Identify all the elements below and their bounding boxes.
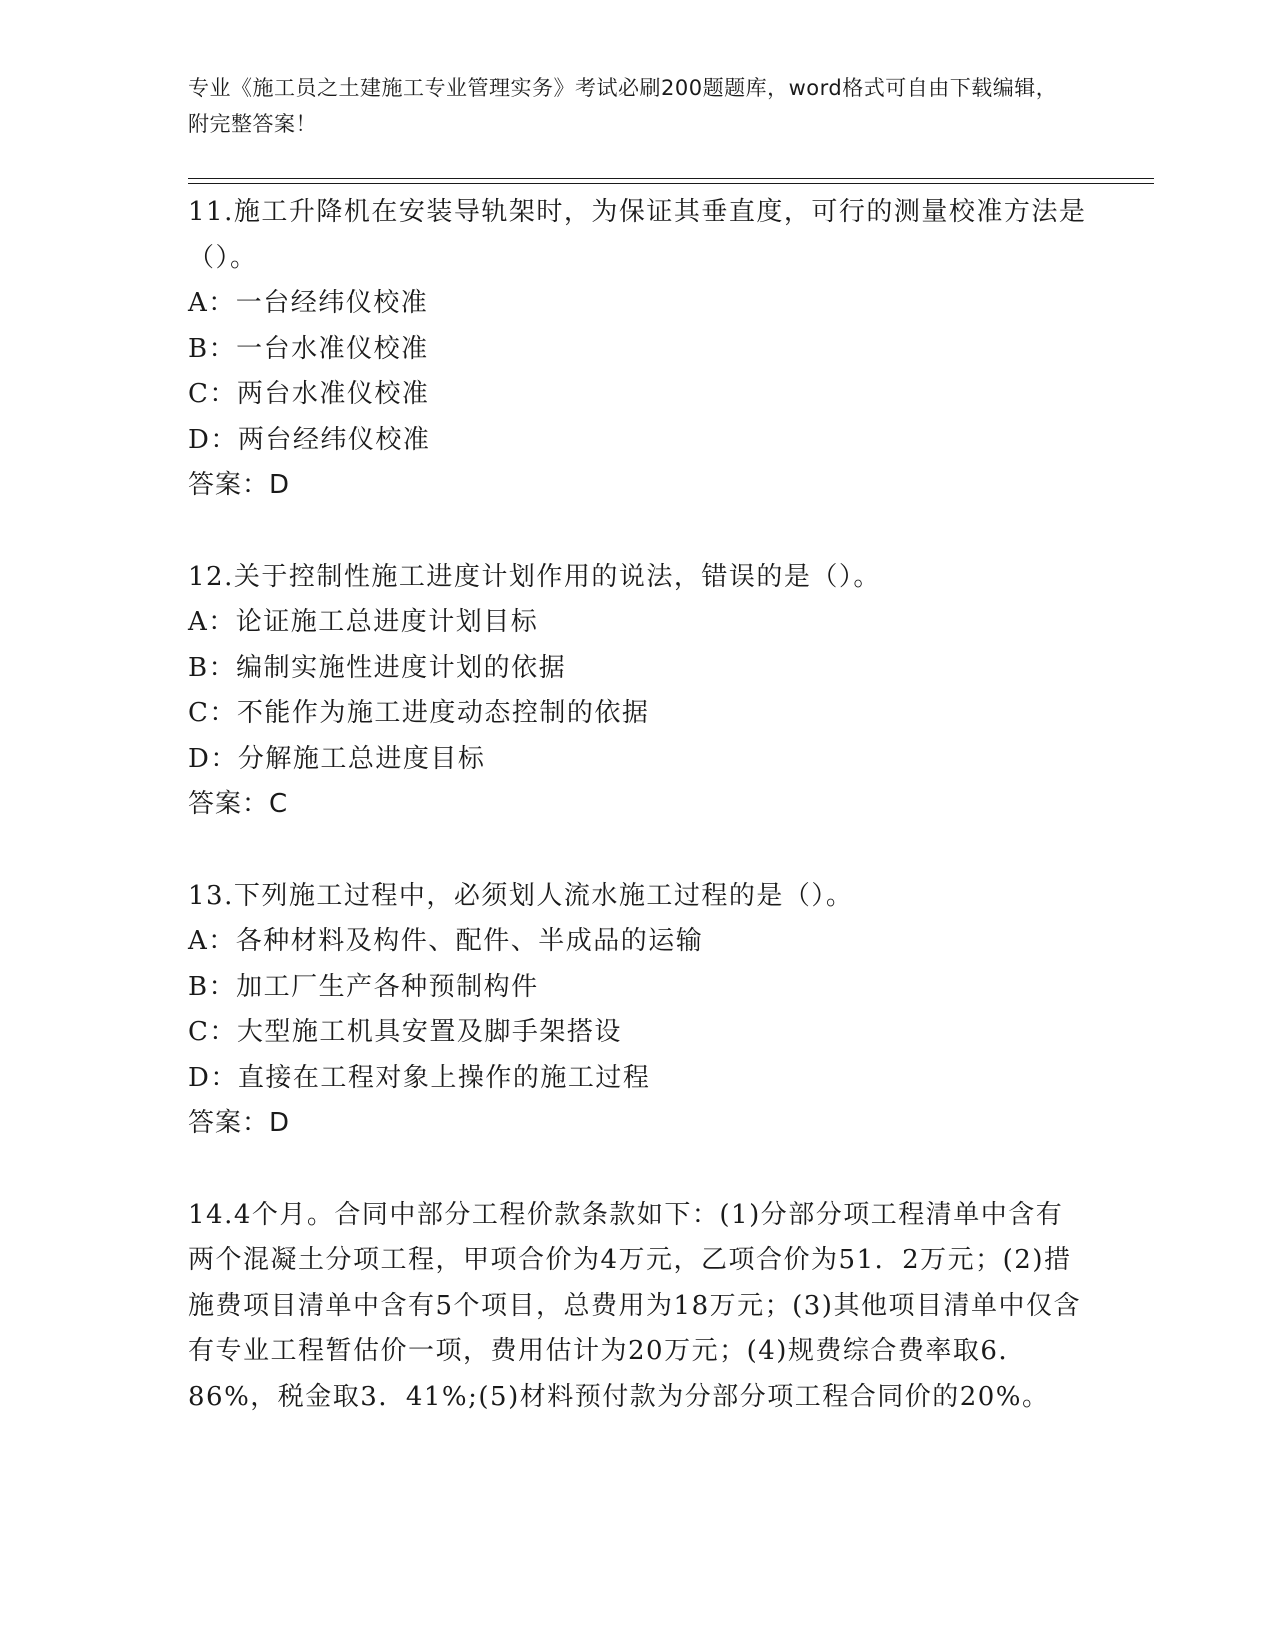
option-a: A：论证施工总进度计划目标 [188,607,539,637]
option-c: C：两台水准仪校准 [188,379,430,409]
answer-line: 答案：C [188,789,289,819]
option-b: B：加工厂生产各种预制构件 [188,971,539,1002]
question-list [188,190,1088,1466]
option-d: D：直接在工程对象上操作的施工过程 [188,1062,651,1093]
answer-line: 答案：D [188,470,291,500]
option-b: B：一台水准仪校准 [188,333,429,364]
question-14 [188,1193,1088,1421]
question-stem: 13.下列施工过程中，必须划人流水施工过程的是（）。 [188,880,854,911]
question-stem: 12.关于控制性施工进度计划作用的说法，错误的是（）。 [188,561,881,592]
answer-line: 答案：D [188,1108,291,1138]
question-stem: 11.施工升降机在安装导轨架时，为保证其垂直度，可行的测量校准方法是（）。 [188,197,1087,273]
option-d: D：分解施工总进度目标 [188,743,486,774]
header-divider-top [188,178,1154,179]
question-stem: 14.4个月。合同中部分工程价款条款如下：(1)分部分项工程清单中含有两个混凝土分项工程，甲项合价为4万元，乙项合价为51．2万元；(2)措施费项目清单中含有5个项目，总费用为18万元；(3)其他项目清单中仅含有专业工程暂估价一项，费用估计为20万元；(4)规费综合费率取6．86%，税金取3．41%;(5)材料预付款为分部分项工程合同价的20%。 [188,1199,1081,1412]
option-c: C：大型施工机具安置及脚手架搭设 [188,1017,622,1047]
document-header: 专业《施工员之土建施工专业管理实务》考试必刷200题题库，word格式可自由下载编辑，附完整答案！ [188,76,1058,136]
question-11 [188,190,1088,509]
option-b: B：编制实施性进度计划的依据 [188,652,567,683]
question-12 [188,555,1088,828]
header-divider-bottom [188,183,1154,184]
option-a: A：一台经纬仪校准 [188,288,429,318]
option-c: C：不能作为施工进度动态控制的依据 [188,698,650,728]
question-13 [188,874,1088,1147]
option-a: A：各种材料及构件、配件、半成品的运输 [188,926,704,956]
option-d: D：两台经纬仪校准 [188,424,431,455]
